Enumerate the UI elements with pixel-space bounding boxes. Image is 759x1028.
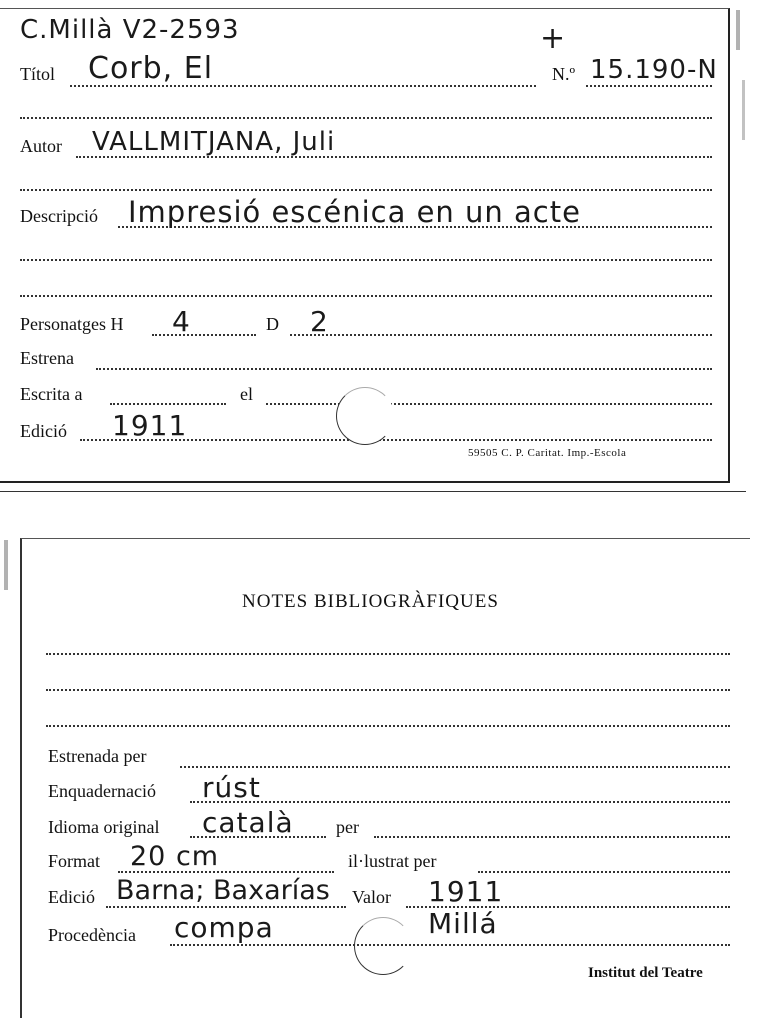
autor-label: Autor	[20, 136, 62, 156]
idioma-value: català	[202, 806, 294, 839]
titol-label: Títol	[20, 64, 55, 84]
valor-value: 1911	[428, 875, 504, 908]
scan-speck	[736, 10, 740, 50]
edicio-value: 1911	[112, 409, 188, 442]
blank-line	[46, 725, 730, 727]
punch-hole-2	[354, 917, 412, 975]
catalog-card-back	[20, 538, 750, 1018]
illustrat-label: il·lustrat per	[348, 851, 437, 871]
autor-value: VALLMITJANA, Juli	[92, 127, 336, 157]
num-line	[586, 85, 712, 87]
valor-label: Valor	[352, 887, 391, 907]
blank-line	[20, 259, 712, 261]
header-note: C.Millà V2-2593	[20, 15, 240, 45]
scan-speck	[4, 540, 8, 590]
personatges-d-label: D	[266, 314, 279, 334]
descripcio-label: Descripció	[20, 206, 98, 226]
el-label: el	[240, 384, 253, 404]
procedencia-value: compa	[174, 911, 274, 944]
printer-imprint: 59505 C. P. Caritat. Imp.-Escola	[468, 447, 627, 459]
titol-value: Corb, El	[88, 51, 214, 86]
institut-imprint: Institut del Teatre	[588, 965, 703, 981]
enquadernacio-value: rúst	[202, 771, 261, 804]
personatges-d-line	[290, 334, 712, 336]
el-line	[266, 403, 712, 405]
procedencia-label: Procedència	[48, 925, 136, 945]
estrenada-label: Estrenada per	[48, 746, 147, 766]
notes-heading: NOTES BIBLIOGRÀFIQUES	[242, 591, 499, 612]
personatges-d-value: 2	[310, 305, 329, 338]
num-value: 15.190-N	[590, 55, 718, 85]
estrena-line	[96, 368, 712, 370]
procedencia-line	[170, 944, 730, 946]
catalog-card-front	[0, 8, 730, 483]
plus-mark: +	[540, 21, 567, 56]
edicio-label: Edició	[20, 421, 67, 441]
format-value: 20 cm	[130, 841, 220, 872]
edicio-label-2: Edició	[48, 887, 95, 907]
personatges-h-value: 4	[172, 305, 191, 338]
estrena-label: Estrena	[20, 348, 74, 368]
format-label: Format	[48, 851, 100, 871]
enquadernacio-label: Enquadernació	[48, 781, 156, 801]
descripcio-value: Impresió escénica en un acte	[128, 195, 581, 229]
punch-hole	[336, 387, 394, 445]
idioma-label: Idioma original	[48, 817, 160, 837]
edicio-value-2: Barna; Baxarías	[116, 875, 330, 906]
enquadernacio-line	[190, 801, 730, 803]
per-label: per	[336, 817, 359, 837]
procedencia-value-2: Millá	[428, 907, 498, 940]
blank-line	[20, 189, 712, 191]
escrita-label: Escrita a	[20, 384, 83, 404]
scan-speck	[742, 80, 745, 140]
blank-line	[20, 117, 712, 119]
escrita-line	[110, 403, 226, 405]
blank-line	[46, 653, 730, 655]
per-line	[374, 836, 730, 838]
illustrat-line	[478, 871, 730, 873]
blank-line	[46, 689, 730, 691]
personatges-label: Personatges H	[20, 314, 124, 334]
estrenada-line	[180, 766, 730, 768]
edicio-line-2	[106, 906, 346, 908]
personatges-h-line	[152, 334, 256, 336]
blank-line	[20, 295, 712, 297]
num-label: N.º	[552, 64, 576, 84]
card-separator	[0, 491, 746, 492]
